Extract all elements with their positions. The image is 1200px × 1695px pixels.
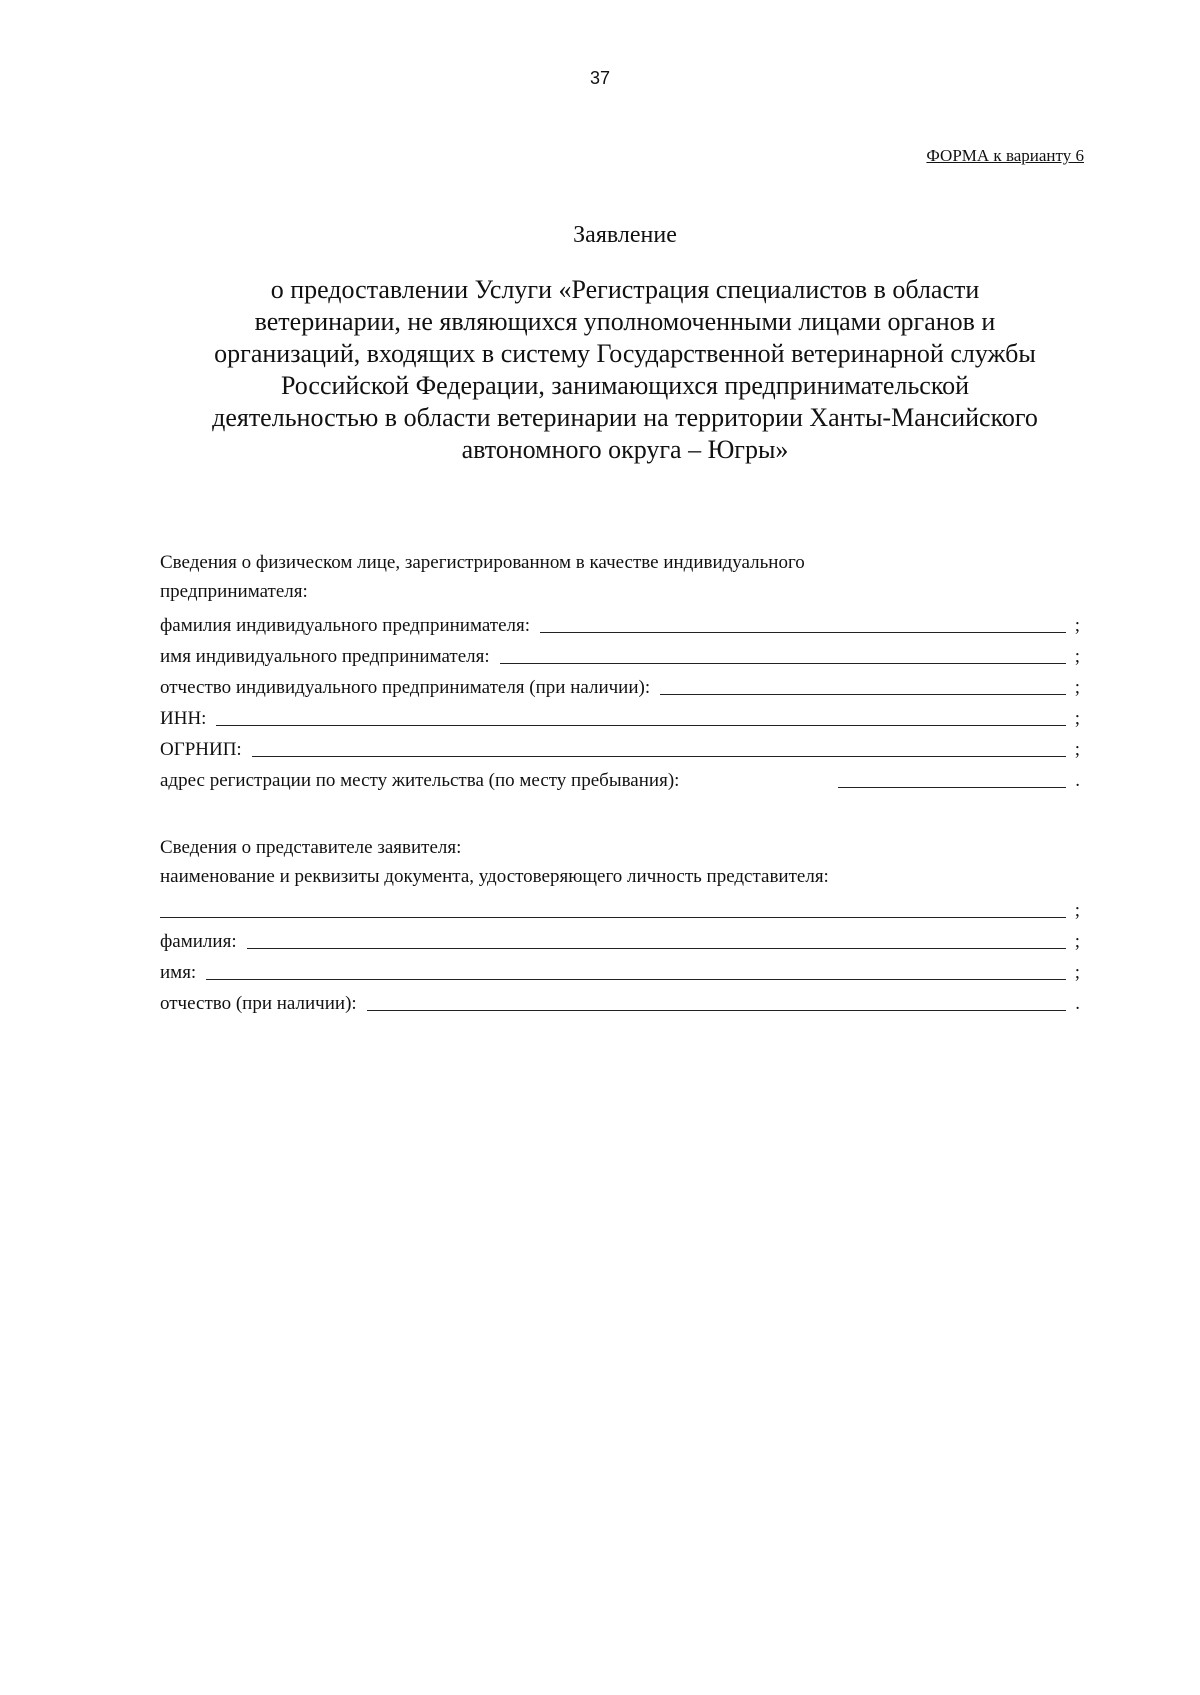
subtitle-line: деятельностью в области ветеринарии на территории Ханты-Мансийского (212, 403, 1038, 432)
field-end: ; (1074, 677, 1080, 698)
field-end: ; (1074, 646, 1080, 667)
rep-patronymic-blank[interactable] (367, 992, 1066, 1011)
field-end: ; (1074, 962, 1080, 983)
rep-surname-blank[interactable] (247, 930, 1066, 949)
ogrnip-blank[interactable] (252, 738, 1066, 757)
document-blank[interactable] (160, 899, 1066, 918)
subtitle-line: Российской Федерации, занимающихся предпринимательской (280, 371, 970, 400)
field-label: фамилия индивидуального предпринимателя: (160, 615, 531, 636)
surname-field (160, 606, 1080, 637)
field-end: ; (1074, 708, 1080, 729)
inn-field (160, 699, 1080, 730)
rep-surname-field (160, 922, 1080, 953)
field-label: отчество индивидуального предпринимателя (при наличии): (160, 677, 651, 698)
field-end: ; (1074, 900, 1080, 921)
document-field (160, 891, 1080, 922)
field-end: ; (1074, 931, 1080, 952)
entrepreneur-section-heading: предпринимателя: (160, 581, 308, 602)
field-label: ОГРНИП: (160, 739, 242, 760)
field-label: имя индивидуального предпринимателя: (160, 646, 490, 667)
inn-blank[interactable] (216, 707, 1066, 726)
name-field (160, 637, 1080, 668)
address-blank[interactable] (838, 769, 1066, 788)
entrepreneur-section (160, 548, 1080, 792)
subtitle-line: ветеринарии, не являющихся уполномоченными лицами органов и (254, 307, 996, 336)
document-subtitle (160, 274, 1090, 466)
field-label: отчество (при наличии): (160, 993, 357, 1014)
rep-name-field (160, 953, 1080, 984)
surname-blank[interactable] (540, 614, 1066, 633)
subtitle-line: автономного округа – Югры» (461, 435, 789, 464)
document-title: Заявление (573, 222, 677, 248)
document-label: наименование и реквизиты документа, удостоверяющего личность представителя: (160, 866, 829, 887)
field-label: ИНН: (160, 708, 207, 729)
representative-section-heading: Сведения о представителе заявителя: (160, 837, 462, 858)
field-end: ; (1074, 615, 1080, 636)
field-end: . (1075, 770, 1080, 791)
subtitle-line: о предоставлении Услуги «Регистрация специалистов в области (270, 275, 980, 304)
rep-name-blank[interactable] (206, 961, 1066, 980)
entrepreneur-section-heading: Сведения о физическом лице, зарегистрированном в качестве индивидуального (160, 552, 805, 573)
field-label: адрес регистрации по месту жительства (по месту пребывания): (160, 770, 680, 791)
rep-patronymic-field (160, 984, 1080, 1015)
patronymic-field (160, 668, 1080, 699)
field-end: . (1075, 993, 1080, 1014)
field-label: имя: (160, 962, 197, 983)
page-number: 37 (589, 68, 611, 88)
form-reference: ФОРМА к варианту 6 (926, 146, 1084, 165)
ogrnip-field (160, 730, 1080, 761)
subtitle-line: организаций, входящих в систему Государственной ветеринарной службы (214, 339, 1036, 368)
field-end: ; (1074, 739, 1080, 760)
representative-section (160, 833, 1080, 1015)
name-blank[interactable] (500, 645, 1066, 664)
field-label: фамилия: (160, 931, 237, 952)
patronymic-blank[interactable] (660, 676, 1066, 695)
address-field (160, 761, 1080, 792)
